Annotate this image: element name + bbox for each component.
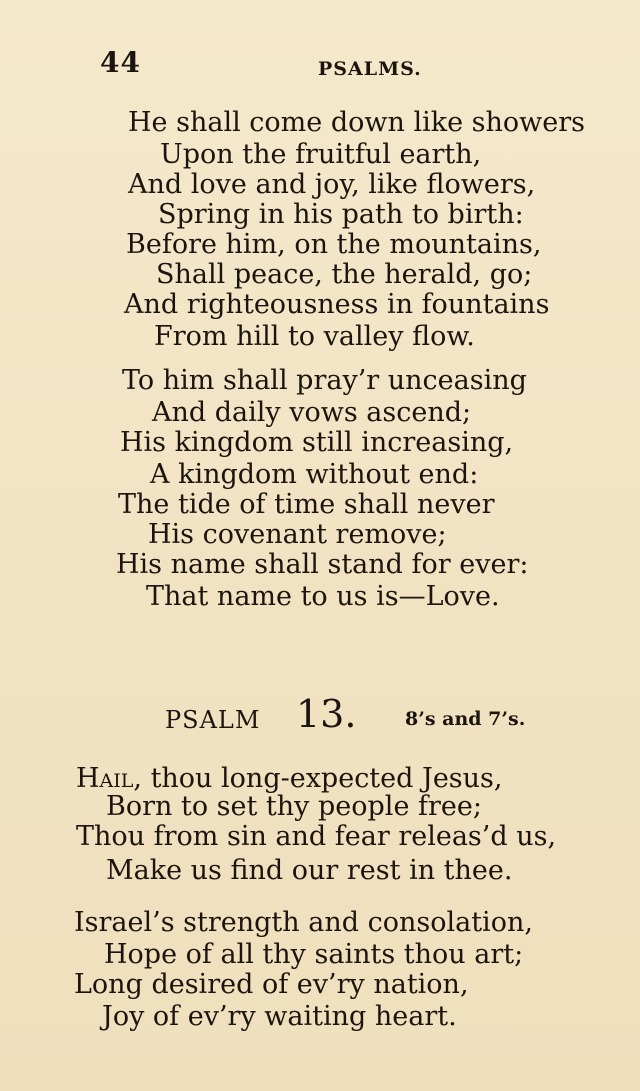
- verse-line: Spring in his path to birth:: [158, 199, 524, 230]
- verse-line: Joy of ev’ry waiting heart.: [102, 1001, 457, 1032]
- psalm-heading: [0, 692, 640, 742]
- psalm-label: PSALM: [165, 706, 261, 734]
- verse-line: And righteousness in fountains: [124, 289, 550, 320]
- verse-line: Hope of all thy saints thou art;: [104, 939, 524, 970]
- verse-line: Upon the fruitful earth,: [160, 139, 482, 170]
- verse-line: He shall come down like showers: [128, 107, 586, 138]
- verse-line: Shall peace, the herald, go;: [156, 259, 533, 290]
- verse-line: And daily vows ascend;: [152, 397, 472, 428]
- verse-line: From hill to valley flow.: [154, 321, 475, 352]
- running-title: PSALMS.: [318, 58, 422, 80]
- verse-line: Thou from sin and fear releas’d us,: [76, 821, 557, 852]
- psalm-number: 13.: [296, 692, 357, 736]
- verse-line: To him shall pray’r unceasing: [122, 365, 527, 396]
- verse-line: His name shall stand for ever:: [116, 549, 529, 580]
- page-number: 44: [100, 46, 141, 79]
- verse-line: Born to set thy people free;: [106, 791, 482, 822]
- verse-line: A kingdom without end:: [150, 459, 479, 490]
- verse-line: Long desired of ev’ry nation,: [74, 969, 469, 1000]
- verse-line: The tide of time shall never: [118, 489, 495, 520]
- verse-line: Before him, on the mountains,: [126, 229, 542, 260]
- psalm-meter: 8’s and 7’s.: [405, 708, 526, 730]
- verse-line-rest: thou long-expected Jesus,: [141, 763, 503, 794]
- page-header: [0, 38, 640, 88]
- verse-line: Israel’s strength and consolation,: [74, 907, 533, 938]
- verse-line: Make us find our rest in thee.: [106, 855, 513, 886]
- verse-line: And love and joy, like flowers,: [128, 169, 536, 200]
- verse-line: His kingdom still increasing,: [120, 427, 514, 458]
- first-word: Hail,: [76, 763, 142, 794]
- verse-line: [76, 764, 503, 794]
- verse-line: His covenant remove;: [148, 519, 447, 550]
- verse-line: That name to us is—Love.: [146, 581, 500, 612]
